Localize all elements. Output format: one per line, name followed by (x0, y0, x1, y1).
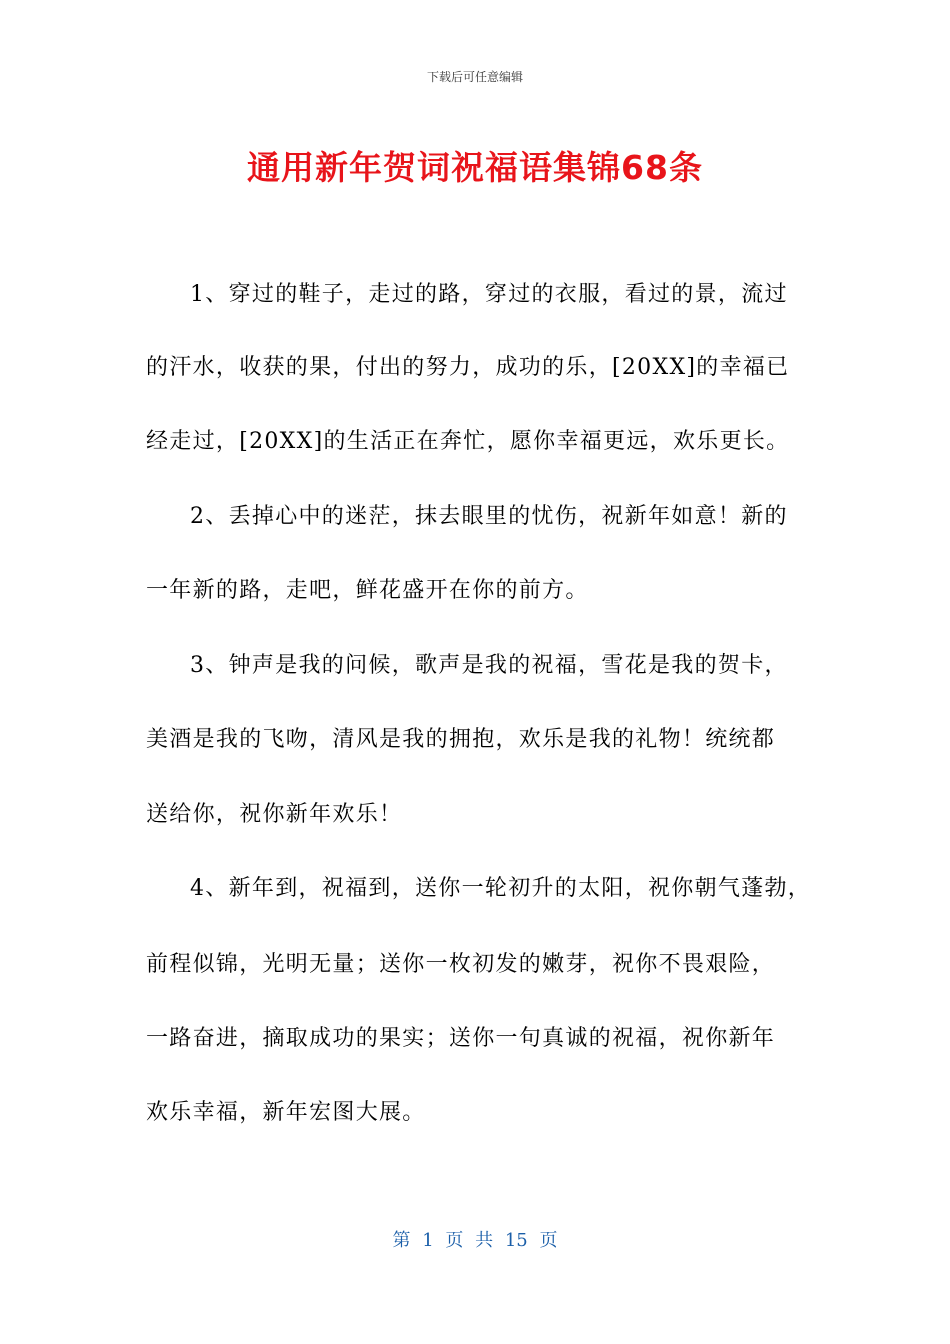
paragraph-2-line-2: 一年新的路，走吧，鲜花盛开在你的前方。 (146, 578, 589, 603)
paragraph-3-line-3: 送给你，祝你新年欢乐！ (146, 802, 403, 827)
paragraph-4-line-2: 前程似锦，光明无量；送你一枚初发的嫩芽，祝你不畏艰险， (146, 952, 776, 977)
paragraph-2-line-1: 2、丢掉心中的迷茫，抹去眼里的忧伤，祝新年如意！新的 (190, 504, 788, 529)
paragraph-3-line-1: 3、钟声是我的问候，歌声是我的祝福，雪花是我的贺卡， (190, 653, 788, 678)
header-note: 下载后可任意编辑 (426, 70, 523, 84)
paragraph-1-line-1: 1、穿过的鞋子，走过的路，穿过的衣服，看过的景，流过 (190, 282, 788, 307)
paragraph-3-line-2: 美酒是我的飞吻，清风是我的拥抱，欢乐是我的礼物！统统都 (146, 727, 776, 752)
paragraph-1-line-3: 经走过，[20XX]的生活正在奔忙，愿你幸福更远，欢乐更长。 (146, 429, 790, 454)
paragraph-4-line-4: 欢乐幸福，新年宏图大展。 (146, 1100, 426, 1125)
page-footer: 第 1 页 共 15 页 (392, 1230, 558, 1251)
document-title: 通用新年贺词祝福语集锦68条 (247, 148, 703, 187)
paragraph-1-line-2: 的汗水，收获的果，付出的努力，成功的乐，[20XX]的幸福已 (146, 355, 790, 380)
paragraph-4-line-3: 一路奋进，摘取成功的果实；送你一句真诚的祝福，祝你新年 (146, 1026, 776, 1051)
paragraph-4-line-1: 4、新年到，祝福到，送你一轮初升的太阳，祝你朝气蓬勃， (190, 876, 812, 901)
